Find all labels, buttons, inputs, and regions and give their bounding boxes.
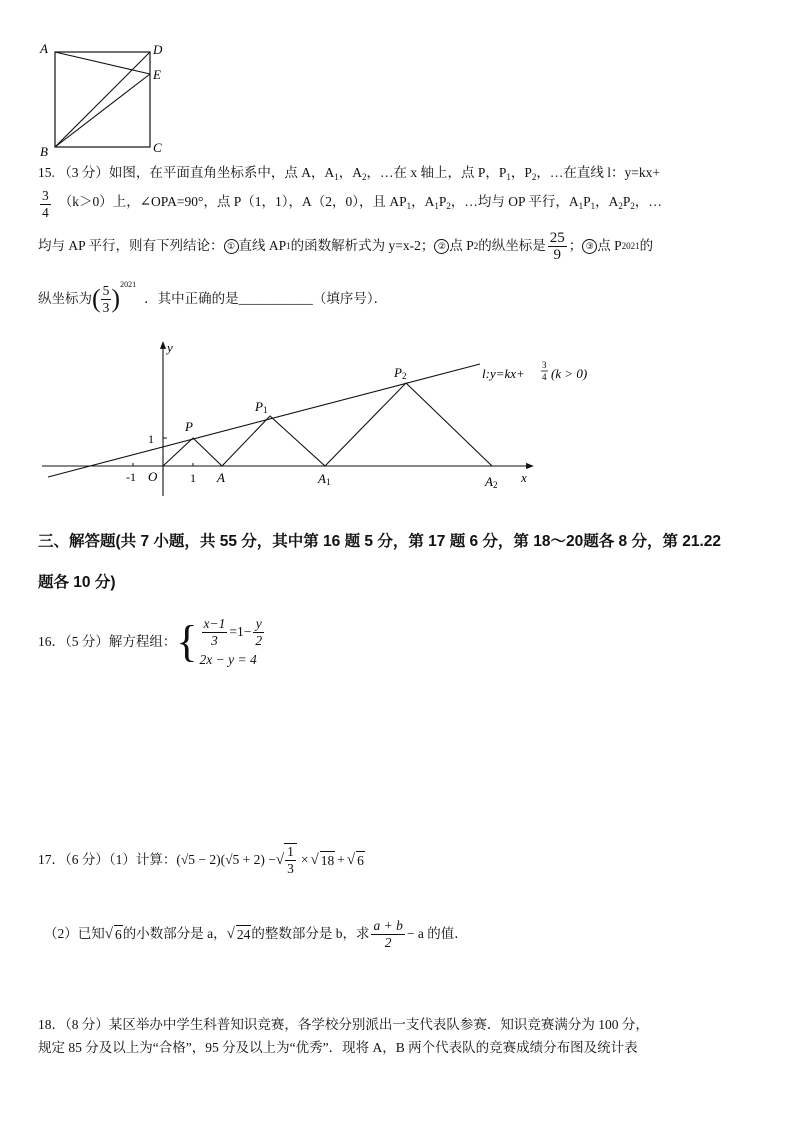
q15-text-1e: ，…在直线 l：y=kx+: [536, 165, 661, 180]
q15-number: 15.: [38, 165, 55, 180]
sub: 1: [590, 201, 596, 211]
line-frac-den: 4: [542, 372, 547, 382]
q15-score: （3 分）: [58, 165, 109, 180]
sub: 2021: [621, 241, 640, 251]
sqrt-sign: √: [104, 926, 113, 942]
origin-label: O: [148, 469, 158, 484]
a1-letter: A: [318, 471, 326, 486]
circled-2: ②: [434, 239, 449, 254]
segment-bd: [55, 52, 150, 147]
sub: 2: [531, 172, 537, 182]
label-a: A: [40, 41, 48, 56]
sub: 2: [446, 201, 451, 211]
sqrt-24: 24: [236, 926, 251, 942]
paren-close: ): [111, 284, 121, 313]
y-label: y: [167, 340, 173, 355]
a-label: A: [217, 470, 225, 485]
p1-label: [254, 399, 267, 415]
a1-sub: 1: [325, 477, 331, 487]
q15-text-1c: ，…在 x 轴上，点 P，P: [366, 165, 507, 180]
equation-2: 2x − y = 4: [199, 651, 257, 667]
q18-line1: 18．（8 分）某区举办中学生科普知识竞赛，各学校分别派出一支代表队参赛．知识竞赛满分为 100 分，: [38, 1017, 649, 1032]
q16-heading: 16．（5 分）解方程组：: [38, 634, 177, 649]
x-one-label: 1: [190, 471, 196, 485]
q17-text-d: − a 的值．: [406, 926, 468, 941]
p1-letter: P: [255, 399, 263, 414]
segment-ae: [55, 52, 150, 74]
q17-heading: 17．（6 分）（1）计算：: [38, 852, 177, 867]
eq1-left-frac: [202, 616, 228, 649]
x-label: x: [521, 470, 527, 485]
sub: 1: [334, 172, 339, 182]
label-c: C: [153, 140, 162, 155]
p2-letter: P: [394, 365, 402, 380]
circled-3: ③: [582, 239, 597, 254]
zigzag-path: [163, 383, 492, 466]
frac-num: 3: [42, 187, 49, 203]
label-d: D: [153, 42, 163, 57]
sub: 1: [286, 241, 291, 251]
times-sign: ×: [300, 852, 309, 867]
line-cond: (k > 0): [551, 366, 588, 381]
equation-1: [200, 616, 267, 649]
frac-den: 4: [42, 204, 49, 220]
neg1-label: -1: [126, 470, 136, 484]
sqrt-6: 6: [114, 926, 122, 942]
a2-label: [484, 474, 497, 490]
frac-num: x−1: [203, 615, 226, 631]
frac-den: 3: [287, 861, 294, 876]
p-label: P: [185, 419, 193, 434]
q15-text-4b: ．其中正确的是___________（填序号）．: [144, 291, 388, 306]
section-3-heading-line2: 题各 10 分): [38, 574, 116, 591]
sub: 2: [630, 201, 635, 211]
sub: 1: [506, 172, 511, 182]
line-l: [48, 364, 480, 477]
q17-text-a: （2）已知: [44, 926, 105, 941]
q15-text-3a: 均与 AP 平行，则有下列结论：: [38, 238, 224, 253]
label-e: E: [153, 67, 161, 82]
sqrt-sign: √: [310, 852, 319, 868]
p2-sub: 2: [401, 371, 407, 381]
label-b: B: [40, 144, 48, 159]
fraction-3-4: [40, 188, 51, 221]
q15-text-3d: 点 P: [449, 238, 474, 253]
frac-num: 25: [549, 229, 565, 246]
q15-text-3f: ；: [568, 238, 583, 253]
sqrt-sign: √: [346, 852, 356, 868]
frac-num: 5: [102, 282, 110, 298]
y-one-label: 1: [148, 432, 154, 446]
line-frac-num: 3: [542, 360, 547, 370]
sub: 1: [578, 201, 584, 211]
frac-den: 2: [255, 632, 263, 648]
q15-text-1d: ，P: [510, 165, 532, 180]
q18-line2: 规定 85 分及以上为“合格”，95 分及以上为“优秀”．现将 A，B 两个代表队的竞赛成绩分布图及统计表: [38, 1040, 638, 1055]
q15-text-2e: P: [583, 194, 591, 209]
frac-a-plus-b-over-2: [371, 918, 404, 951]
sqrt-frac-1-3: [284, 843, 297, 877]
q15-text-1b: ，A: [338, 165, 362, 180]
segment-be: [55, 74, 150, 147]
sqrt-sign: √: [275, 852, 285, 868]
eq1-mid: =1−: [229, 624, 252, 639]
q15-text-3h: 的: [639, 238, 654, 253]
frac-num: 1: [287, 844, 294, 859]
section-3-heading-line1: 三、解答题(共 7 小题，共 55 分，其中第 16 题 5 分，第 17 题 6 分，第 18～20题各 8 分，第 21.22: [38, 533, 722, 550]
sub: 1: [434, 201, 439, 211]
frac-num: a + b: [373, 917, 403, 933]
paren-open: (: [92, 284, 101, 313]
q17-part1: [38, 840, 365, 880]
sqrt-18: 18: [320, 852, 335, 868]
frac-num: y: [253, 616, 264, 633]
square-figure: [36, 40, 176, 160]
q15-text-1: 如图，在平面直角坐标系中，点 A，A: [108, 165, 335, 180]
frac-den: 3: [102, 299, 110, 315]
q15-text-3g: 点 P: [597, 238, 622, 253]
sqrt-6: 6: [357, 852, 364, 868]
sub: 2: [362, 172, 367, 182]
q15-text-4a: 纵坐标为: [38, 291, 92, 306]
q15-text-2f: ，A: [595, 194, 619, 209]
q15-text-3b: 直线 AP: [238, 238, 287, 253]
sub: 1: [406, 201, 412, 211]
coordinate-graph: [36, 336, 596, 496]
line-l-label: l:y=kx+: [482, 366, 525, 381]
sqrt-sign: √: [226, 926, 235, 942]
a1-label: [317, 471, 330, 487]
frac-den: 3: [211, 632, 218, 648]
q15-line2: [38, 186, 662, 222]
fraction-5-3: [101, 283, 112, 316]
equation-system: [200, 616, 267, 669]
plus-sign: +: [337, 852, 345, 867]
q17-part2: [44, 914, 468, 954]
eq1-right-frac: [253, 616, 264, 649]
q17-expr1: (√5 − 2)(√5 + 2) −: [176, 852, 276, 867]
q15-text-2b: ，A: [411, 194, 435, 209]
q15-text-3c: 的函数解析式为 y=x-2；: [290, 238, 435, 253]
q15-text-2a: （k＞0）上，∠OPA=90°，点 P（1，1），A（2，0），且 AP: [58, 194, 407, 209]
q17-text-b: 的小数部分是 a，: [122, 926, 227, 941]
fraction-25-9: [548, 230, 567, 263]
q17-text-c: 的整数部分是 b，求: [251, 926, 370, 941]
q15-text-2g: P: [622, 194, 631, 209]
p2-label: [393, 365, 406, 381]
frac-den: 2: [384, 934, 392, 950]
p1-sub: 1: [262, 405, 268, 415]
q15-line1: [38, 164, 660, 186]
q15-line4: [38, 276, 387, 322]
q15-text-3e: 的纵坐标是: [478, 238, 546, 253]
q15-text-2h: ，…: [634, 194, 662, 209]
sub: 2: [473, 241, 479, 251]
q16: [38, 612, 266, 672]
exponent-2021: 2021: [120, 280, 137, 289]
q15-text-2c: P: [438, 194, 447, 209]
brace: {: [176, 617, 198, 666]
q15-line3: [38, 226, 653, 266]
a2-sub: 2: [492, 480, 498, 490]
sub: 2: [618, 201, 623, 211]
frac-den: 9: [553, 246, 562, 263]
q15-text-2d: ，…均与 OP 平行，A: [450, 194, 579, 209]
a2-letter: A: [485, 474, 493, 489]
circled-1: ①: [224, 239, 239, 254]
